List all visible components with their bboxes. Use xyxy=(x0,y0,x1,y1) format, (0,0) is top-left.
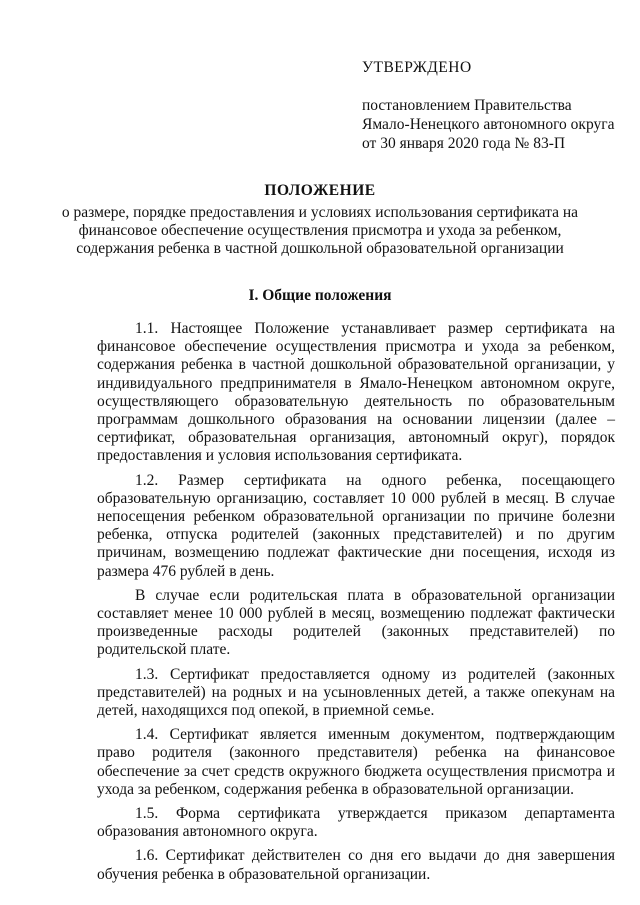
approval-line-1: постановлением Правительства xyxy=(362,97,572,114)
section-heading: I. Общие положения xyxy=(248,287,392,304)
document-header xyxy=(60,182,580,258)
approval-line-3: от 30 января 2020 года № 83-П xyxy=(362,135,566,152)
approved-label: УТВЕРЖДЕНО xyxy=(362,59,472,76)
approval-stamp xyxy=(362,58,614,153)
document-title: ПОЛОЖЕНИЕ xyxy=(264,182,376,199)
paragraph-1-5: 1.5. Форма сертификата утверждается приказом департамента образования автономного округа. xyxy=(97,805,615,841)
paragraph-1-4: 1.4. Сертификат является именным документом, подтверждающим право родителя (законного представителя) ребенка на финансовое обеспечение за счет средств окружного бюджета осуществления присмотра и ухода за ребенком, содержания ребенка в образовательной организации. xyxy=(97,726,615,798)
paragraph-1-6: 1.6. Сертификат действителен со дня его выдачи до дня завершения обучения ребенка в образовательной организации. xyxy=(97,847,615,883)
paragraph-1-3: 1.3. Сертификат предоставляется одному из родителей (законных представителей) на родных и на усыновленных детей, а также опекунам на детей, находящихся под опекой, в приемной семье. xyxy=(97,665,615,720)
paragraph-1-2-cont: В случае если родительская плата в образовательной организации составляет менее 10 000 рублей в месяц, возмещению подлежат фактически произведенные расходы родителей (законных представителей) по родительской плате. xyxy=(97,586,615,659)
approval-line-2: Ямало-Ненецкого автономного округа xyxy=(362,116,615,133)
paragraph-1-2: 1.2. Размер сертификата на одного ребенка, посещающего образовательную организацию, составляет 10 000 рублей в месяц. В случае непосещения ребенком образовательной организации по причине болезни ребенка, отпуска родителей (законных представителей) и по другим причинам, возмещению подлежат фактические дни посещения, исходя из размера 476 рублей в день. xyxy=(97,471,615,580)
paragraph-1-1: 1.1. Настоящее Положение устанавливает размер сертификата на финансовое обеспечение осуществления присмотра и ухода за ребенком, содержания ребенка в частной дошкольной образовательной организации, у индивидуального предпринимателя в Ямало-Ненецком автономном округе, осуществляющего образовательную деятельность по образовательным программам дошкольного образования на основании лицензии (далее – сертификат, образовательная организация, автономный округ), порядок предоставления и условия использования сертификата. xyxy=(97,320,615,465)
document-body xyxy=(97,320,615,890)
document-subtitle: о размере, порядке предоставления и условиях использования сертификата на финансовое обеспечение осуществления присмотра и ухода за ребенком, содержания ребенка в частной дошкольной образовательной организации xyxy=(61,204,579,257)
